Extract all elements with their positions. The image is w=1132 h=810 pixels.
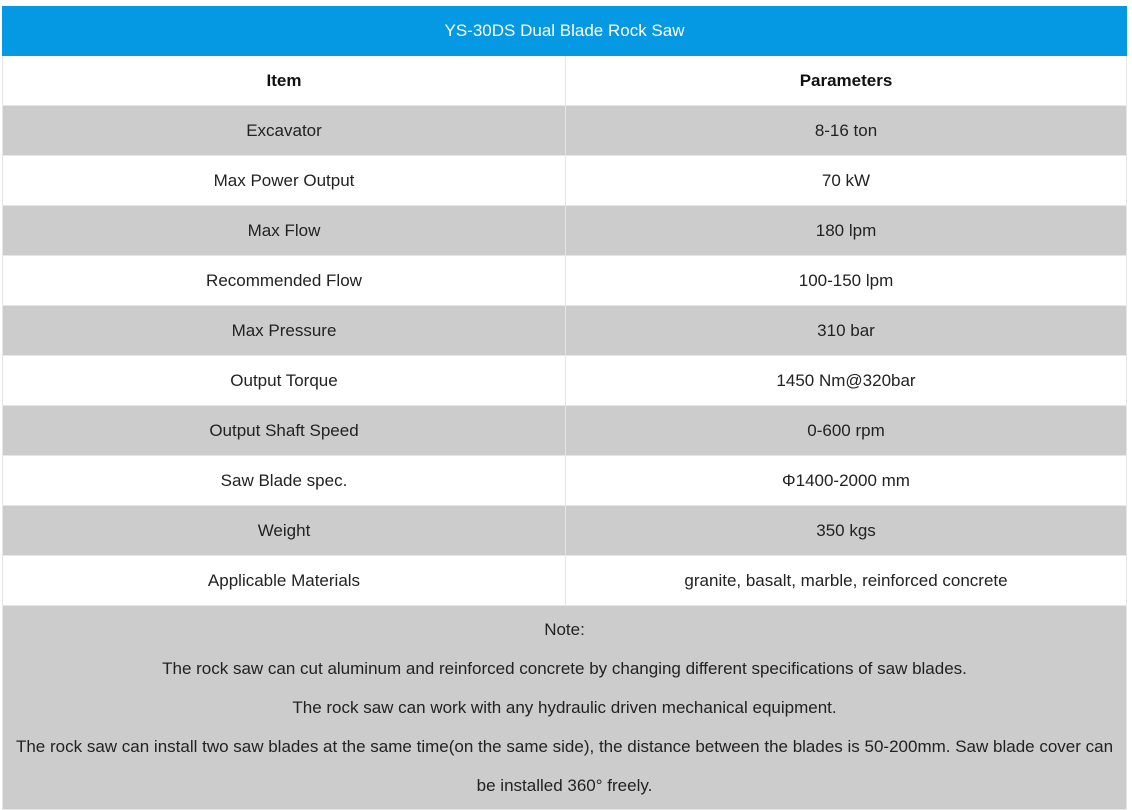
- row-value: 350 kgs: [566, 506, 1127, 556]
- spec-table-container: [2, 6, 1126, 810]
- table-row: [3, 106, 1127, 156]
- row-item: Excavator: [3, 106, 566, 156]
- row-value: Φ1400-2000 mm: [566, 456, 1127, 506]
- table-row: [3, 206, 1127, 256]
- row-item: Recommended Flow: [3, 256, 566, 306]
- table-row: [3, 456, 1127, 506]
- note-line: The rock saw can install two saw blades at the same time(on the same side), the distance between the blades is 50-200mm. Saw blade cover can be installed 360° freely.: [15, 737, 1114, 795]
- table-header-row: [3, 56, 1127, 106]
- row-item: Output Shaft Speed: [3, 406, 566, 456]
- row-item: Output Torque: [3, 356, 566, 406]
- row-value: 310 bar: [566, 306, 1127, 356]
- table-title-row: [3, 7, 1127, 56]
- table-row: [3, 556, 1127, 606]
- table-row: [3, 356, 1127, 406]
- row-value: 100-150 lpm: [566, 256, 1127, 306]
- row-item: Saw Blade spec.: [3, 456, 566, 506]
- table-row: [3, 306, 1127, 356]
- table-row: [3, 256, 1127, 306]
- note-label: Note:: [544, 620, 585, 639]
- table-row: [3, 156, 1127, 206]
- row-item: Applicable Materials: [3, 556, 566, 606]
- note-line: The rock saw can cut aluminum and reinforced concrete by changing different specifications of saw blades.: [162, 659, 967, 678]
- note-row: [3, 606, 1127, 810]
- table-row: [3, 406, 1127, 456]
- row-value: 1450 Nm@320bar: [566, 356, 1127, 406]
- row-value: 180 lpm: [566, 206, 1127, 256]
- row-item: Max Pressure: [3, 306, 566, 356]
- header-parameters: Parameters: [566, 56, 1127, 106]
- row-value: 0-600 rpm: [566, 406, 1127, 456]
- row-value: 70 kW: [566, 156, 1127, 206]
- table-title: YS-30DS Dual Blade Rock Saw: [3, 7, 1127, 56]
- spec-table: [2, 6, 1127, 810]
- note-line: The rock saw can work with any hydraulic driven mechanical equipment.: [292, 698, 837, 717]
- table-row: [3, 506, 1127, 556]
- row-value: granite, basalt, marble, reinforced concrete: [566, 556, 1127, 606]
- note-cell: [3, 606, 1127, 810]
- row-item: Weight: [3, 506, 566, 556]
- row-value: 8-16 ton: [566, 106, 1127, 156]
- header-item: Item: [3, 56, 566, 106]
- row-item: Max Power Output: [3, 156, 566, 206]
- row-item: Max Flow: [3, 206, 566, 256]
